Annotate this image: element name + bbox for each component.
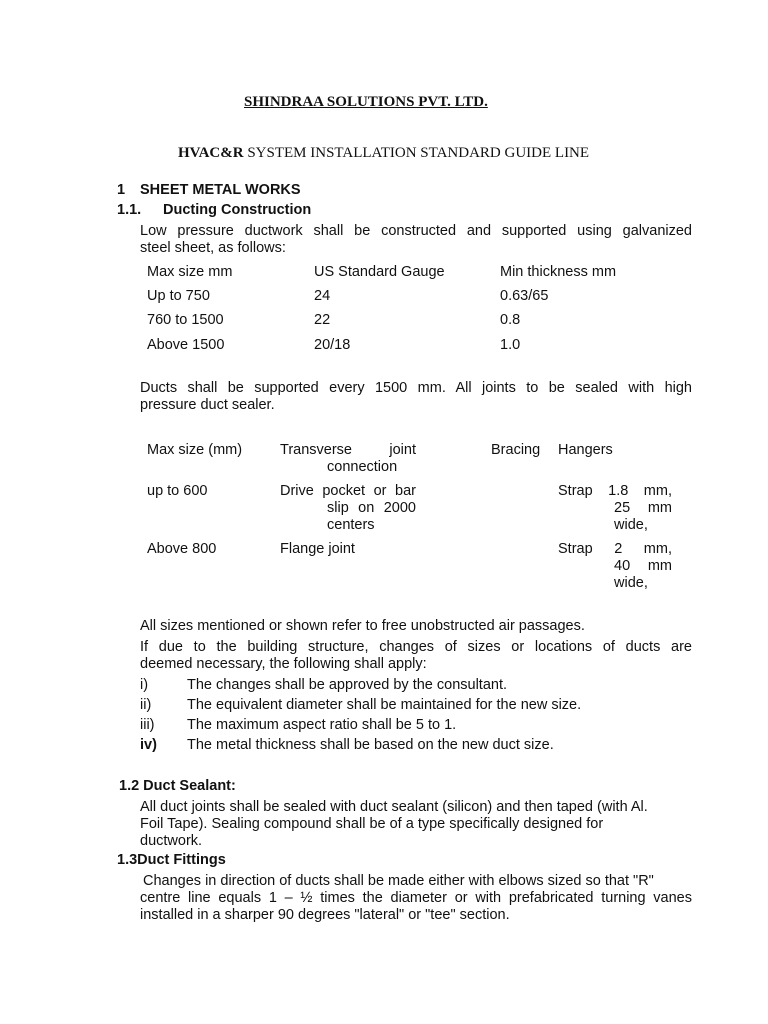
section-1-3-title: 1.3Duct Fittings [117, 852, 226, 868]
list-number: ii) [140, 697, 152, 713]
gauge-cell: 1.0 [500, 337, 521, 353]
section-1-2-title: 1.2 Duct Sealant: [119, 778, 236, 794]
list-number: iii) [140, 717, 155, 733]
gauge-cell: Up to 750 [147, 288, 210, 304]
list-number: i) [140, 677, 149, 693]
joint-header-size: Max size (mm) [147, 442, 243, 458]
list-item: The maximum aspect ratio shall be 5 to 1. [187, 717, 457, 733]
joint-cell: Strap 1.8 mm, [558, 483, 672, 499]
company-name: SHINDRAA SOLUTIONS PVT. LTD. [244, 94, 488, 110]
gauge-cell: 24 [314, 288, 331, 304]
joint-cell: wide, [614, 517, 648, 533]
intro-line-1: Low pressure ductwork shall be constructed and supported using galvanized [140, 223, 692, 239]
joint-cell: 25 mm [614, 500, 672, 516]
fittings-line-2: centre line equals 1 – ½ times the diameter or with prefabricated turning vanes [140, 890, 692, 906]
joint-cell: 40 mm [614, 558, 672, 574]
list-item: The changes shall be approved by the consultant. [187, 677, 508, 693]
joint-cell: Drive pocket or bar [280, 483, 416, 499]
joint-header-transverse: Transverse joint [280, 442, 416, 458]
gauge-cell: 760 to 1500 [147, 312, 224, 328]
fittings-line-3: installed in a sharper 90 degrees "lateral" or "tee" section. [140, 907, 510, 923]
subsection-number: 1.1. [117, 202, 142, 218]
list-item: The equivalent diameter shall be maintained for the new size. [187, 697, 582, 713]
gauge-cell: Above 1500 [147, 337, 225, 353]
joint-cell: up to 600 [147, 483, 208, 499]
sealant-line-2: Foil Tape). Sealing compound shall be of a type specifically designed for [140, 816, 604, 832]
change-line-2: deemed necessary, the following shall apply: [140, 656, 427, 672]
sealant-line-1: All duct joints shall be sealed with duct sealant (silicon) and then taped (with Al. [140, 799, 648, 815]
support-line-1: Ducts shall be supported every 1500 mm. All joints to be sealed with high [140, 380, 692, 396]
joint-cell: Above 800 [147, 541, 217, 557]
gauge-cell: 22 [314, 312, 331, 328]
joint-cell: Flange joint [280, 541, 355, 557]
gauge-cell: 0.63/65 [500, 288, 549, 304]
joint-cell: wide, [614, 575, 648, 591]
change-line-1: If due to the building structure, changes of sizes or locations of ducts are [140, 639, 692, 655]
gauge-header-gauge: US Standard Gauge [314, 264, 445, 280]
joint-cell: slip on 2000 [327, 500, 416, 516]
gauge-header-size: Max size mm [147, 264, 233, 280]
document-title [178, 145, 589, 162]
joint-header-bracing: Bracing [491, 442, 541, 458]
joint-header-connection: connection [327, 459, 398, 475]
joint-cell: centers [327, 517, 375, 533]
joint-cell: Strap 2 mm, [558, 541, 672, 557]
gauge-header-thickness: Min thickness mm [500, 264, 617, 280]
support-line-2: pressure duct sealer. [140, 397, 275, 413]
section-number: 1 [117, 182, 126, 198]
section-title: SHEET METAL WORKS [140, 182, 301, 198]
list-item: The metal thickness shall be based on the new duct size. [187, 737, 554, 753]
subsection-title: Ducting Construction [163, 202, 312, 218]
sizes-note: All sizes mentioned or shown refer to free unobstructed air passages. [140, 618, 585, 634]
document-title-rest: SYSTEM INSTALLATION STANDARD GUIDE LINE [243, 145, 590, 161]
gauge-cell: 0.8 [500, 312, 521, 328]
gauge-cell: 20/18 [314, 337, 351, 353]
sealant-line-3: ductwork. [140, 833, 203, 849]
intro-line-2: steel sheet, as follows: [140, 240, 286, 256]
fittings-line-1: Changes in direction of ducts shall be made either with elbows sized so that "R" [143, 873, 654, 889]
list-number: iv) [140, 737, 157, 753]
document-title-bold: HVAC&R [178, 145, 244, 161]
joint-header-hangers: Hangers [558, 442, 613, 458]
